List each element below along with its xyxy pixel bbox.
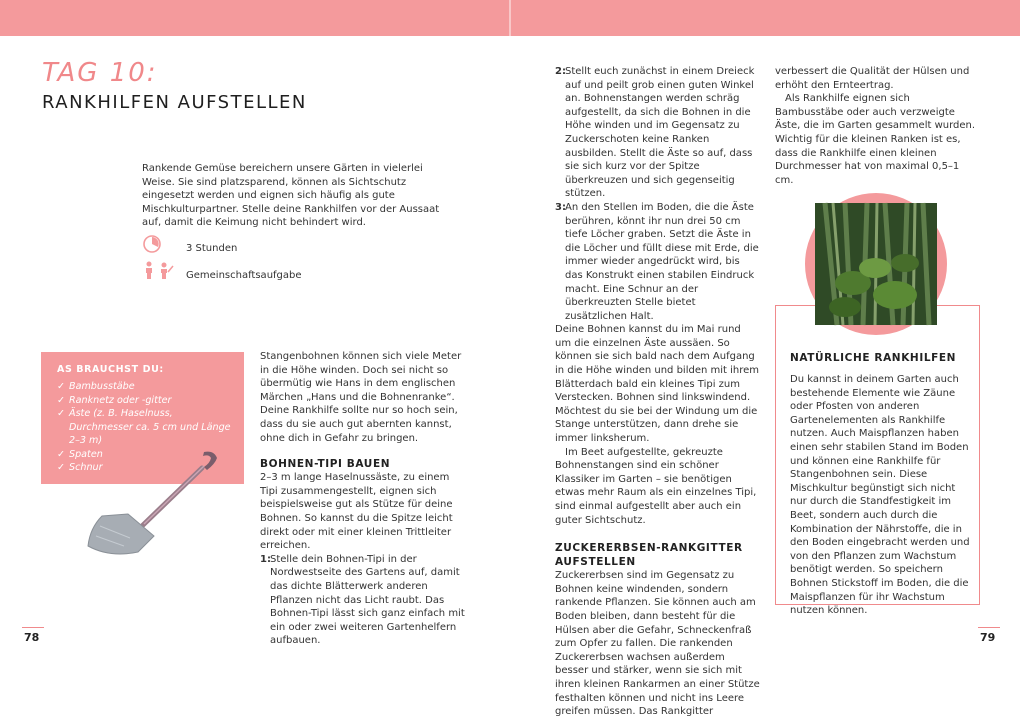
clock-icon [142,234,162,254]
step-item: 2: Stellt euch zunächst in einem Dreieck auf und peilt grob einen guten Winkel an. Bohnenstangen werden schräg aufgestellt, da sich die Bohnen in die Höhe winden und im Gegensatz zu Zuckerschoten keine Ranken ausbilden. Stellt die Äste so auf, dass sie sich kurz vor der Spitze überkreuzen und sich gegenseitig stützen. [555,66,755,200]
checkmark-icon: ✓ [57,408,66,419]
checkmark-icon: ✓ [57,381,66,392]
plant-photo [815,203,937,325]
page-number-rule [978,627,1000,628]
step-item: 1: Stelle dein Bohnen-Tipi in der Nordwestseite des Gartens auf, damit das dichte Blätterwerk anderen Pflanzen nicht das Licht raubt. Das Bohnen-Tipi lässt sich ganz einfach mit ein oder zwei weiteren Gartenhelfern aufbauen. [260,553,465,647]
paragraph: Zuckererbsen sind im Gegensatz zu Bohnen keine windenden, sondern rankende Pflanzen. Sie können auch am Boden bleiben, dann besteht für die Hülsen aber die Gefahr, Schneckenfraß zum Opfer zu fallen. Die rankenden Zuckererbsen wachsen außerdem besser und stärker, wenn sie sich mit ihren kleinen Rankarmen an einer Stütze festhalten können und nicht ins Leere greifen müssen. Das Rankgitter [555,570,760,718]
right-text-column-2 [775,65,980,187]
subheading: ZUCKERERBSEN-RANKGITTER AUFSTELLEN [555,542,743,569]
checkmark-icon: ✓ [57,462,66,473]
people-icon [140,260,176,280]
paragraph: Deine Bohnen kannst du im Mai rund um die einzelnen Äste aussäen. So können sie sich bald nach dem Aufgang in die Höhe winden und bilden mit ihrem Blätterdach bald ein kleines Tipi zum Verstecken. Bohnen sind linkswindend. Möchtest du sie bei der Windung um die Stange unterstützen, dann drehe sie immer linksherum. [555,324,760,445]
subheading: BOHNEN-TIPI BAUEN [260,458,391,471]
materials-heading: AS BRAUCHST DU: [57,364,164,375]
sidebar-content [790,351,970,618]
sidebar-heading: NATÜRLICHE RANKHILFEN [790,352,957,364]
sidebar-text: Du kannst in deinem Garten auch bestehende Elemente wie Zäune oder Pfosten von anderen Gartenelementen als Rankhilfe nutzen. Auch Maispflanzen haben einen sehr stabilen Stand im Boden und können eine Rankhilfe für Stangenbohnen sein. Diese Mischkultur begünstigt sich nicht nur durch die Standfestigkeit im Beet, sondern auch durch die Kombination der Nährstoffe, die in den Boden eingebracht werden und von den Pflanzen zum Wachstum benötigt werden. So speichern Bohnen Stickstoff im Boden, die die Maispflanzen für ihr Wachstum nutzen können. [790,374,970,617]
checkmark-icon: ✓ [57,448,66,460]
checkmark-icon: ✓ [57,394,66,406]
left-text-column [260,350,465,648]
paragraph: Als Rankhilfe eignen sich Bambusstäbe oder auch verzweigte Äste, die im Garten gesammelt wurden. Wichtig für die kleinen Ranken ist es, dass die Rankhilfe einen kleinen Durchmesser hat von maximal 0,5–1 cm. [775,93,976,186]
spade-illustration [80,448,230,560]
list-item: ✓ Äste (z. B. Haselnuss, Durchmesser ca. 5 cm und Länge 2–3 m) [57,408,231,446]
right-text-column-1 [555,65,760,719]
step-item: 3: An den Stellen im Boden, die die Äste berühren, könnt ihr nun drei 50 cm tiefe Löcher graben. Setzt die Äste in die Löcher und füllt diese mit Erde, die immer wieder angedrückt wird, bis das Konstrukt einen stabilen Eindruck macht. Eine Schnur an der überkreuzten Stelle bietet zusätzlichen Halt. [555,201,759,322]
page-number-right: 79 [980,631,996,644]
paragraph: verbessert die Qualität der Hülsen und erhöht den Ernteertrag. [775,66,970,91]
team-text: Gemeinschaftsaufgabe [186,270,302,281]
paragraph: 2–3 m lange Haselnussäste, zu einem Tipi zusammengestellt, eignen sich beispielsweise gut als Stütze für deine Bohnen. So kannst du die Spitze leicht direkt oder mit einer kleinen Trittleiter erreichen. [260,472,453,552]
paragraph: Im Beet aufgestellte, gekreuzte Bohnenstangen sind ein schöner Klassiker im Garten – sie benötigen etwas mehr Raum als ein einzelnes Tipi, sind einmal aufgestellt aber auch ein guter Sichtschutz. [555,446,757,526]
list-item: ✓ Bambusstäbe [57,381,135,392]
list-item: ✓ Schnur [57,462,103,473]
list-item: ✓ Ranknetz oder -gitter [57,394,172,406]
page-title: RANKHILFEN AUFSTELLEN [42,92,307,113]
page-number-rule [22,627,44,628]
day-title: TAG 10: [42,58,158,88]
intro-paragraph: Rankende Gemüse bereichern unsere Gärten in vielerlei Weise. Sie sind platzsparend, können als Sichtschutz eingesetzt werden und eignen sich häufig als gute Mischkulturpartner. Stelle deine Rankhilfen vor der Aussaat auf, damit die Keimung nicht behindert wird. [142,163,440,229]
page-number-left: 78 [24,631,40,644]
list-item: ✓ Spaten [57,448,103,460]
paragraph: Stangenbohnen können sich viele Meter in die Höhe winden. Doch sei nicht so übermütig wie Hans in dem englischen Märchen „Hans und die Bohnenranke“. Deine Rankhilfe sollte nur so hoch sein, dass du sie auch gut abernten kannst, ohne dich in Gefahr zu bringen. [260,351,462,444]
page-gutter [509,0,511,36]
duration-text: 3 Stunden [186,243,238,254]
